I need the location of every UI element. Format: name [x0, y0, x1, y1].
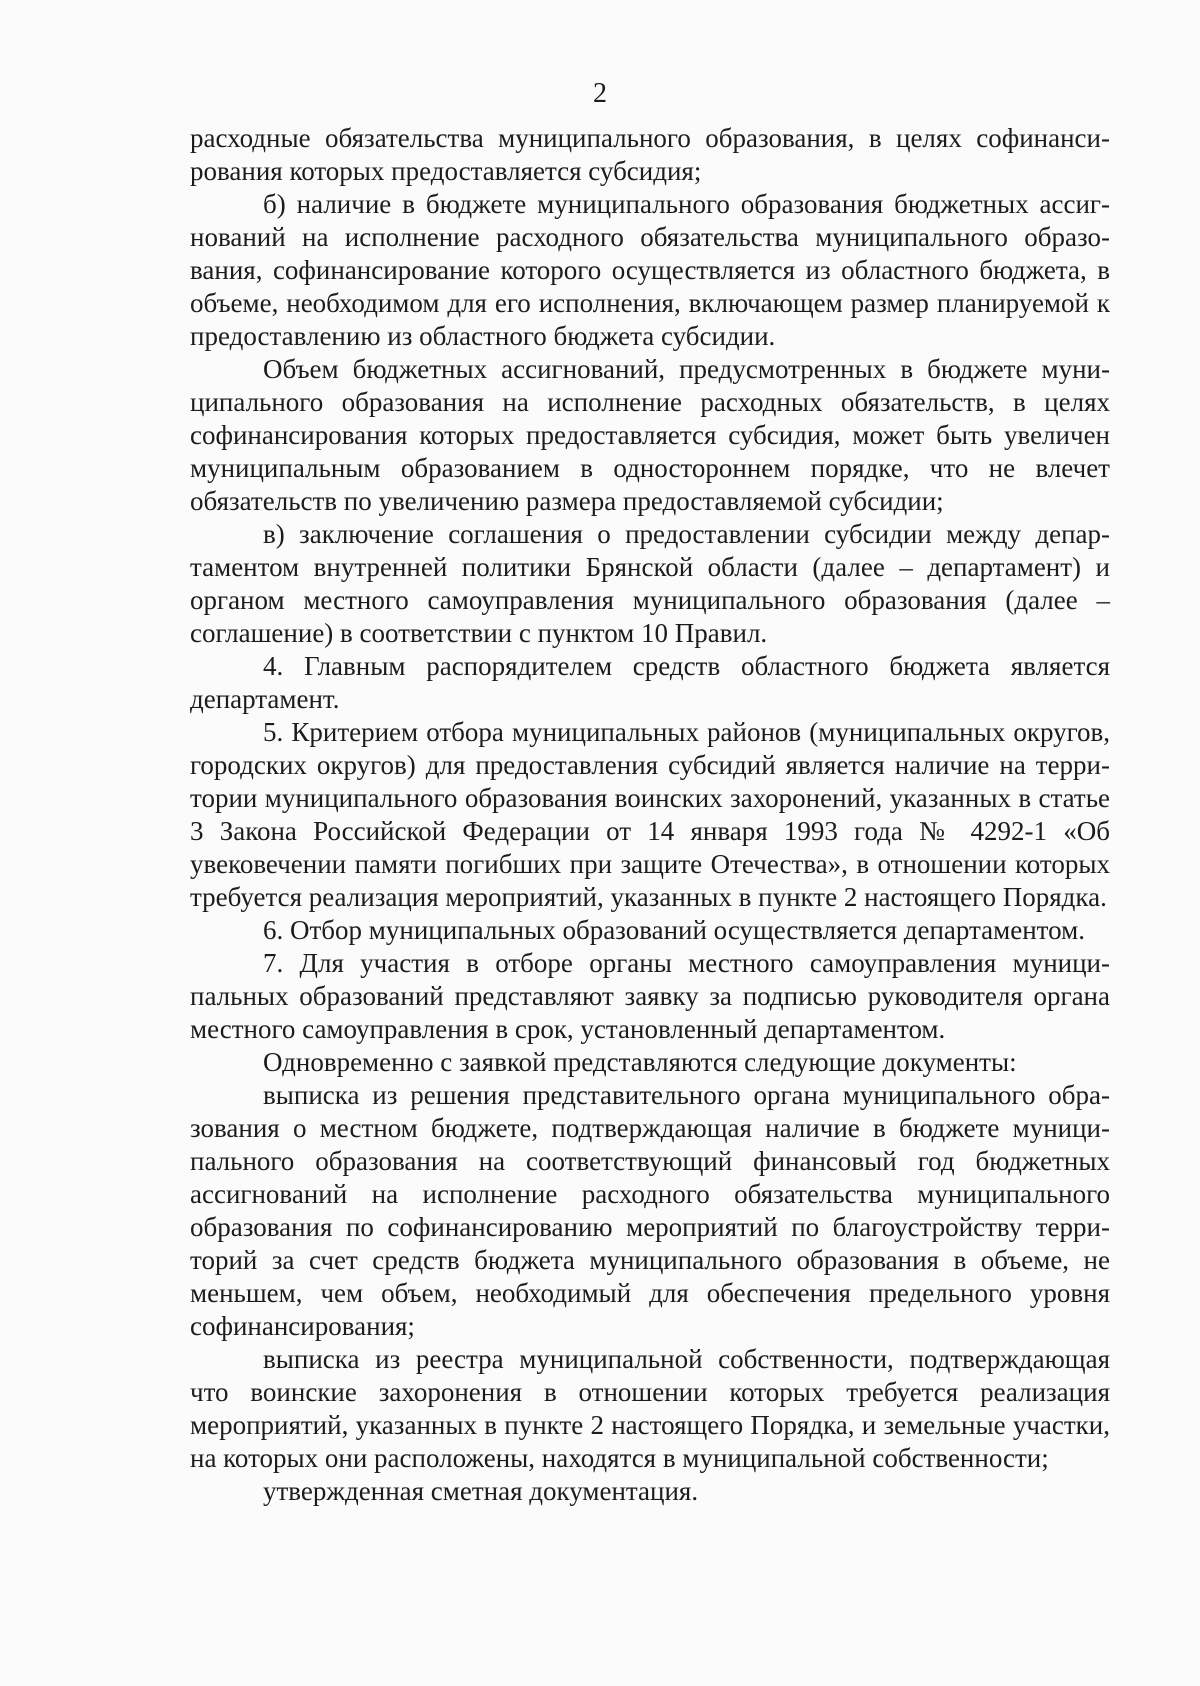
- paragraph: 6. Отбор муниципальных образований осуществляется департаментом.: [263, 915, 1085, 945]
- paragraph: 5. Критерием отбора муниципальных районов (муниципальных округов, городских округов) для предоставления субсидий является наличие на территории муниципального образования воинских захоронений, указанных в статье 3 Закона Российской Федерации от 14 января 1993 года № 4292-1 «Об увековечении памяти погибших при защите Отечества», в отношении которых требуется реализация мероприятий, указанных в пункте 2 настоящего Порядка.: [190, 717, 1110, 912]
- paragraph: Объем бюджетных ассигнований, предусмотренных в бюджете муниципального образования на исполнение расходных обязательств, в целях софинансирования которых предоставляется субсидия, может быть увеличен муниципальным образованием в одностороннем порядке, что не влечет обязательств по увеличению размера предоставляемой субсидии;: [190, 354, 1110, 516]
- paragraph: расходные обязательства муниципального образования, в целях софинансирования которых предоставляется субсидия;: [190, 123, 1110, 186]
- paragraph: утвержденная сметная документация.: [263, 1476, 699, 1506]
- paragraph: в) заключение соглашения о предоставлении субсидии между департаментом внутренней политики Брянской области (далее – департамент) и органом местного самоуправления муниципального образования (далее – соглашение) в соответствии с пунктом 10 Правил.: [190, 519, 1110, 648]
- paragraph: выписка из реестра муниципальной собственности, подтверждающая что воинские захоронения в отношении которых требуется реализация мероприятий, указанных в пункте 2 настоящего Порядка, и земельные участки, на которых они расположены, находятся в муниципальной собственности;: [190, 1344, 1110, 1473]
- page-number: 2: [593, 78, 607, 109]
- paragraph: б) наличие в бюджете муниципального образования бюджетных ассигнований на исполнение расходного обязательства муниципального образования, софинансирование которого осуществляется из областного бюджета, в объеме, необходимом для его исполнения, включающем размер планируемой к предоставлению из областного бюджета субсидии.: [190, 189, 1110, 351]
- paragraph: 7. Для участия в отборе органы местного самоуправления муниципальных образований представляют заявку за подписью руководителя органа местного самоуправления в срок, установленный департаментом.: [190, 948, 1110, 1044]
- document-body: [190, 122, 1110, 1508]
- paragraph: 4. Главным распорядителем средств областного бюджета является департамент.: [190, 651, 1110, 714]
- paragraph: выписка из решения представительного органа муниципального образования о местном бюджете, подтверждающая наличие в бюджете муниципального образования на соответствующий финансовый год бюджетных ассигнований на исполнение расходного обязательства муниципального образования по софинансированию мероприятий по благоустройству территорий за счет средств бюджета муниципального образования в объеме, не меньшем, чем объем, необходимый для обеспечения предельного уровня софинансирования;: [190, 1080, 1110, 1341]
- paragraph: Одновременно с заявкой представляются следующие документы:: [263, 1047, 1017, 1077]
